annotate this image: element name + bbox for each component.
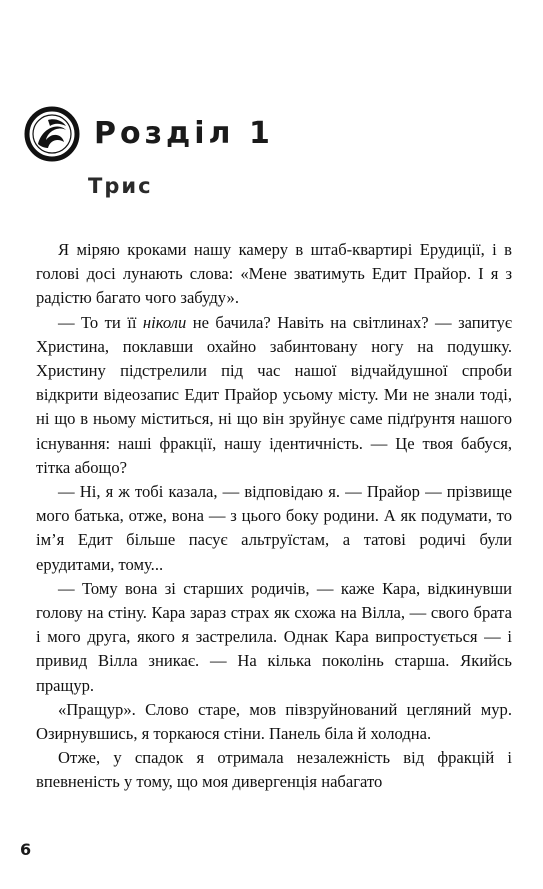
divergent-emblem-icon [24, 106, 80, 162]
paragraph [36, 480, 512, 577]
chapter-body-text [36, 238, 512, 795]
chapter-subtitle: Трис [88, 174, 153, 198]
text-run: не бачила? Навіть на світлинах? — запитує Христина, поклавши охайно забинтовану ногу на подушку. Христину підстрелили під час нашої відчайдушної спроби відкрити відеозапис Едит Прайор усьому місту. Ми не знали тоді, ні що в ньому міститься, ні що він зруйнує саме підґрунтя нашого існування: наші фракції, нашу ідентичність. — Це твоя бабуся, тітка абощо? [36, 312, 513, 477]
text-run: — Тому вона зі старших родичів, — каже Кара, відкинувши голову на стіну. Кара зараз страх як схожа на Вілла, — свого брата і мого друга, якого я застрелила. Однак Кара випростується — і привид Вілла зникає. — На кілька поколінь старша. Якийсь пращур. [36, 578, 512, 695]
paragraph [36, 238, 512, 311]
chapter-title: Розділ 1 [94, 116, 274, 151]
text-run: Отже, у спадок я отримала незалежність від фракцій і впевненість у тому, що моя дивергенція набагато [36, 748, 512, 792]
page-number: 6 [20, 840, 32, 859]
paragraph [36, 311, 512, 480]
text-run: «Пращур». Слово старе, мов півзруйнований цегляний мур. Озирнувшись, я торкаюся стіни. Панель біла й холодна. [36, 699, 512, 744]
text-run: Я міряю кроками нашу камеру в штаб-квартирі Ерудиції, і в голові досі лунають слова: «Мене зватимуть Едит Прайор. І я з радістю багато чого забуду». [36, 240, 512, 308]
paragraph [36, 746, 512, 794]
text-run: — То ти її [58, 312, 143, 332]
paragraph [36, 698, 512, 746]
chapter-heading [24, 104, 274, 164]
emphasized-text: ніколи [142, 312, 187, 332]
paragraph [36, 577, 512, 698]
text-run: — Ні, я ж тобі казала, — відповідаю я. — Прайор — прізвище мого батька, отже, вона — з цього боку родини. А як подумати, то ім’я Едит більше пасує альтруїстам, а татові родичі були ерудитами, тому... [36, 482, 512, 574]
